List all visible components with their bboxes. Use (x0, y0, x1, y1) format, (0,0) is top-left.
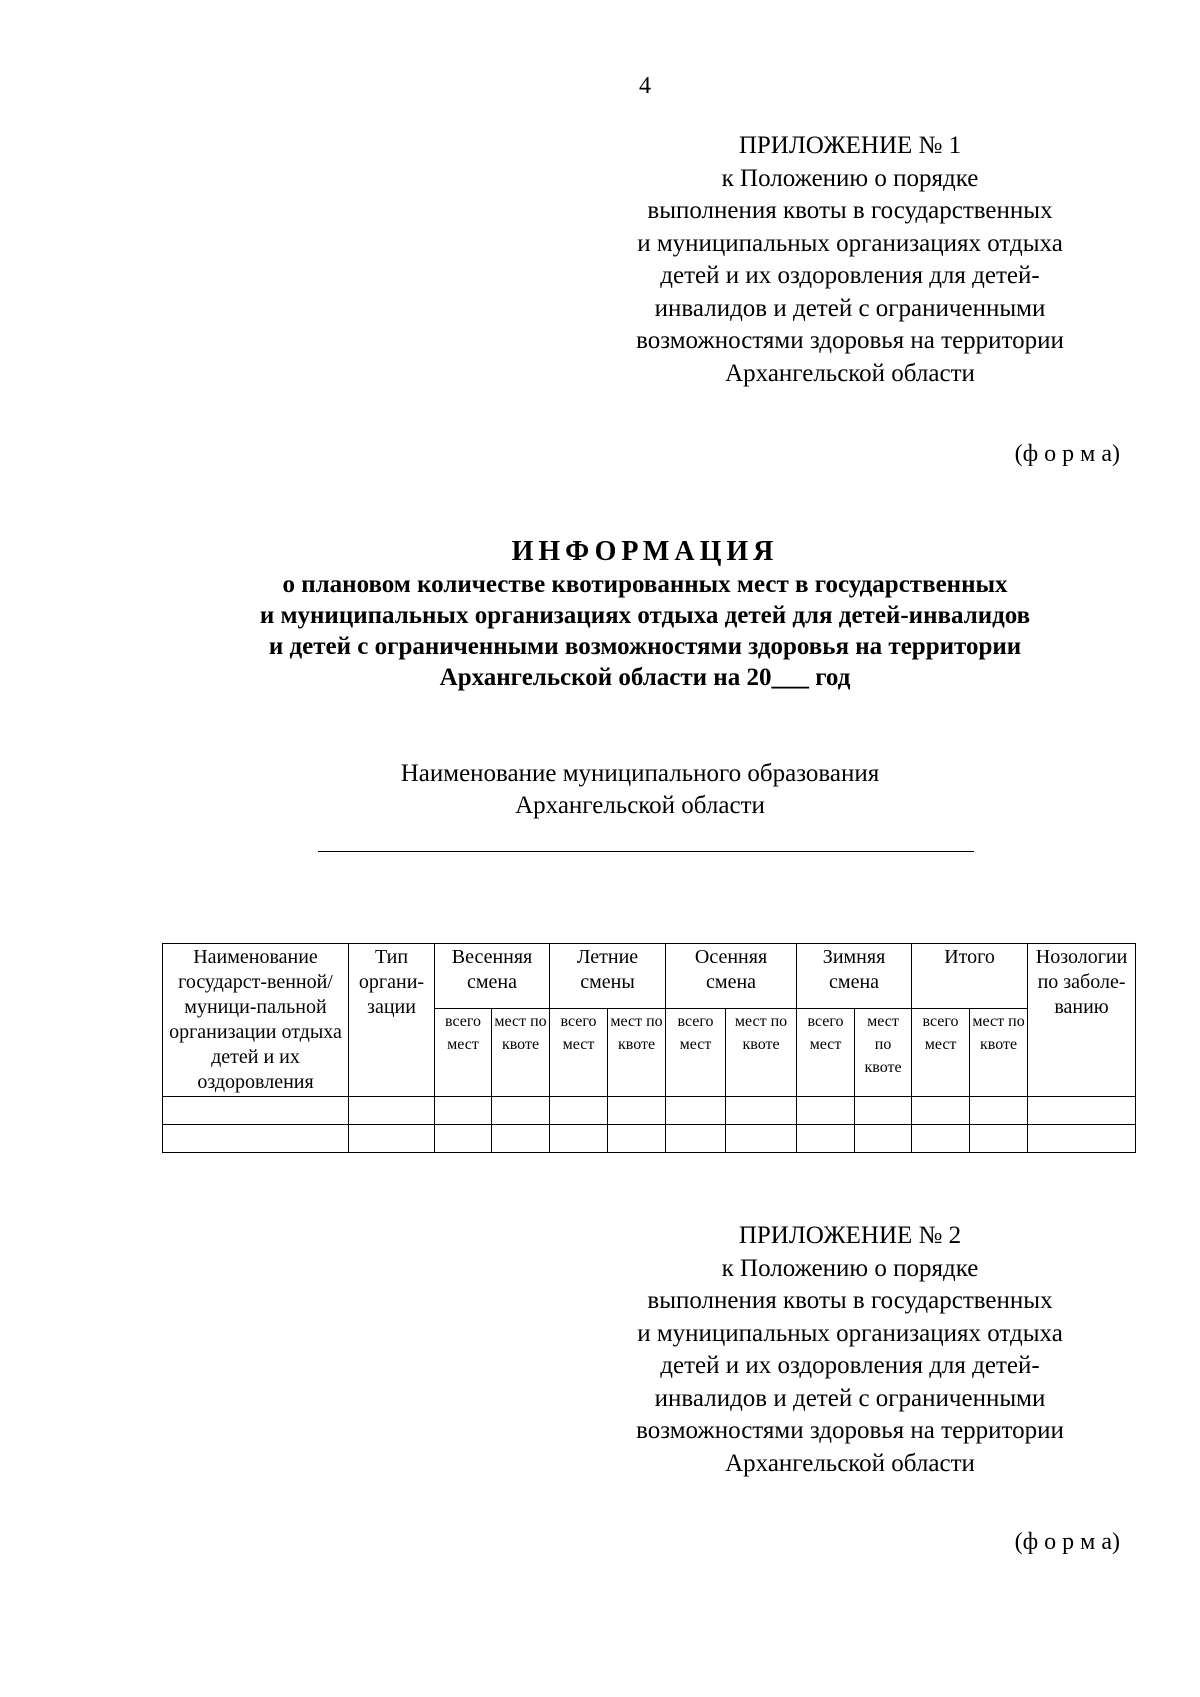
information-heading (150, 535, 1140, 693)
information-subtitle-line-2: и муниципальных организациях отдыха детей для детей-инвалидов (259, 602, 1031, 629)
table-cell[interactable] (492, 1125, 550, 1153)
table-cell[interactable] (492, 1097, 550, 1125)
table-cell[interactable] (912, 1125, 970, 1153)
municipality-label (300, 758, 980, 822)
appendix-2-line-6: возможностями здоровья на территории (636, 1417, 1064, 1444)
table-cell[interactable] (608, 1125, 666, 1153)
appendix-2-form-label: (ф о р м а) (1014, 1529, 1120, 1555)
table-cell[interactable] (912, 1097, 970, 1125)
subheader-total-quota: мест по квоте (970, 1008, 1028, 1096)
table-cell[interactable] (666, 1097, 726, 1125)
subheader-winter-quota: мест по квоте (855, 1008, 912, 1096)
appendix-2-line-4: детей и их оздоровления для детей- (660, 1352, 1040, 1379)
table-cell[interactable] (726, 1097, 797, 1125)
municipality-label-line-2: Архангельской области (515, 792, 765, 819)
appendix-2-header (560, 1220, 1140, 1480)
table-cell[interactable] (726, 1125, 797, 1153)
subheader-summer-all: всего мест (550, 1008, 608, 1096)
appendix-1-line-3: и муниципальных организациях отдыха (637, 229, 1063, 257)
table-cell[interactable] (163, 1097, 349, 1125)
table-cell[interactable] (550, 1097, 608, 1125)
table-cell[interactable] (1028, 1097, 1136, 1125)
information-subtitle-line-4: Архангельской области на 20___ год (439, 664, 851, 691)
table-row (163, 1125, 1136, 1153)
quota-table (162, 943, 1136, 1153)
appendix-2-line-1: к Положению о порядке (721, 1254, 979, 1282)
table-cell[interactable] (970, 1097, 1028, 1125)
header-org-name: Наименование государст-венной/муници-пальной организации отдыха детей и их оздоровления (163, 944, 349, 1097)
header-nosology: Нозологии по заболе-ванию (1028, 944, 1136, 1097)
appendix-1-line-6: возможностями здоровья на территории (636, 327, 1064, 354)
header-winter-shift: Зимняя смена (797, 944, 912, 1009)
header-summer-shifts: Летние смены (550, 944, 666, 1009)
header-spring-shift: Весенняя смена (435, 944, 550, 1009)
municipality-underline (318, 851, 974, 852)
appendix-1-form-label: (ф о р м а) (1014, 441, 1120, 467)
table-cell[interactable] (163, 1125, 349, 1153)
table-cell[interactable] (435, 1125, 492, 1153)
appendix-2-line-5: инвалидов и детей с ограниченными (654, 1384, 1046, 1412)
subheader-spring-all: всего мест (435, 1008, 492, 1096)
information-subtitle (150, 569, 1140, 693)
table-cell[interactable] (855, 1097, 912, 1125)
appendix-1-line-5: инвалидов и детей с ограниченными (654, 294, 1046, 322)
subheader-autumn-quota: мест по квоте (726, 1008, 797, 1096)
information-subtitle-line-3: и детей с ограниченными возможностями здоровья на территории (268, 633, 1022, 660)
table-cell[interactable] (608, 1097, 666, 1125)
header-autumn-shift: Осенняя смена (666, 944, 797, 1009)
table-cell[interactable] (970, 1125, 1028, 1153)
table-cell[interactable] (349, 1097, 435, 1125)
information-subtitle-line-1: о плановом количестве квотированных мест в государственных (282, 571, 1008, 598)
appendix-1-title: ПРИЛОЖЕНИЕ № 1 (738, 132, 962, 159)
appendix-2-line-3: и муниципальных организациях отдыха (637, 1319, 1063, 1347)
header-total: Итого (912, 944, 1028, 1009)
appendix-2-line-7: Архангельской области (725, 1449, 975, 1477)
table-cell[interactable] (435, 1097, 492, 1125)
appendix-1-line-7: Архангельской области (725, 359, 975, 387)
appendix-1-line-4: детей и их оздоровления для детей- (660, 262, 1040, 289)
table-cell[interactable] (550, 1125, 608, 1153)
appendix-1-header (560, 130, 1140, 390)
municipality-label-line-1: Наименование муниципального образования (400, 760, 880, 787)
appendix-2-line-2: выполнения квоты в государственных (647, 1287, 1053, 1314)
table-cell[interactable] (1028, 1125, 1136, 1153)
table-cell[interactable] (797, 1125, 855, 1153)
subheader-spring-quota: мест по квоте (492, 1008, 550, 1096)
table-cell[interactable] (855, 1125, 912, 1153)
table-row (163, 1097, 1136, 1125)
table-cell[interactable] (666, 1125, 726, 1153)
page-number: 4 (639, 73, 651, 99)
subheader-winter-all: всего мест (797, 1008, 855, 1096)
subheader-summer-quota: мест по квоте (608, 1008, 666, 1096)
appendix-1-line-1: к Положению о порядке (721, 164, 979, 192)
table-cell[interactable] (349, 1125, 435, 1153)
header-org-type: Тип органи-зации (349, 944, 435, 1097)
table-cell[interactable] (797, 1097, 855, 1125)
subheader-autumn-all: всего мест (666, 1008, 726, 1096)
appendix-1-line-2: выполнения квоты в государственных (647, 197, 1053, 224)
information-title: ИНФОРМАЦИЯ (511, 536, 779, 567)
appendix-2-title: ПРИЛОЖЕНИЕ № 2 (738, 1222, 962, 1249)
subheader-total-all: всего мест (912, 1008, 970, 1096)
